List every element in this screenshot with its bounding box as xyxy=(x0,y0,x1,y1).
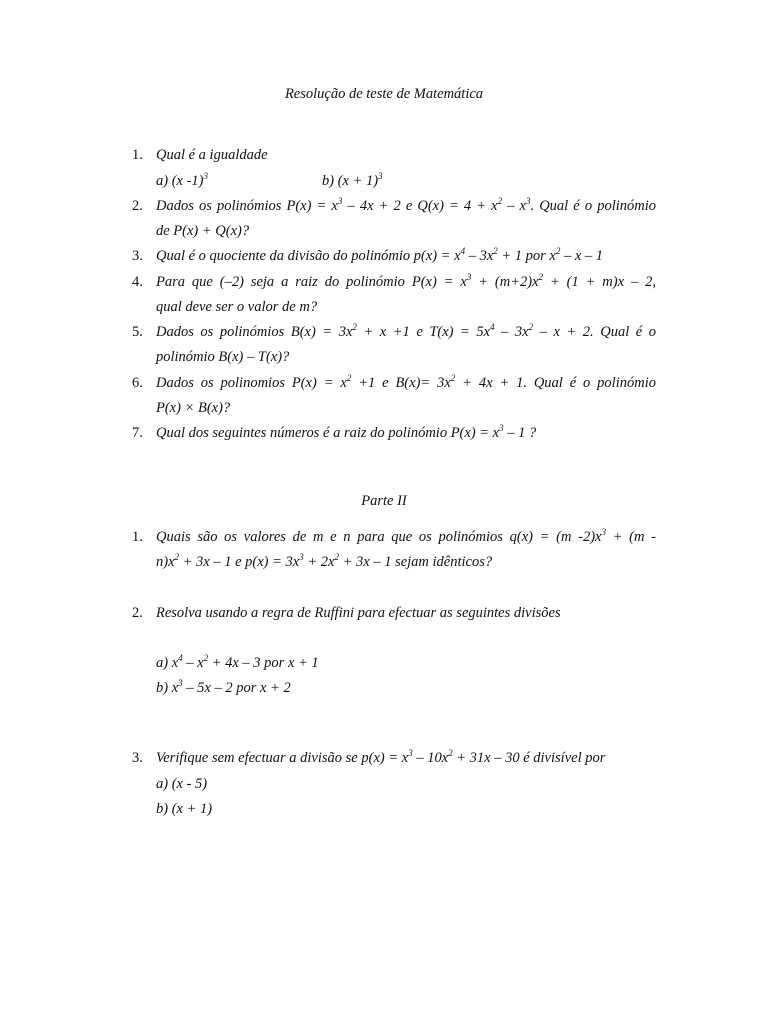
option-a: a) $x^4 - x^2 + 4x - 3$ por x + 1 xyxy=(156,653,319,671)
question-number: 6. xyxy=(132,375,143,391)
question-text-line-2: polinómio B(x) – T(x)? xyxy=(156,349,290,365)
question-number: 3. xyxy=(132,750,143,766)
question-text-line-2: $n)x^2 + 3x - 1$ e $p(x) = 3x^3 + 2x^2 + 3x - 1$ sejam idênticos? xyxy=(156,552,493,570)
question-number: 3. xyxy=(132,248,143,264)
question-text-line-2: qual deve ser o valor de m? xyxy=(156,299,318,315)
question-text-line-1: Dados os polinómios $P(x) = x^3 - 4x + 2$ e $Q(x) = 4 + x^2 - x^3$. Qual é o polinómio xyxy=(156,196,656,214)
option-b: b) $x^3 - 5x - 2$ por x + 2 xyxy=(156,678,291,696)
question-text: Qual é o quociente da divisão do polinómio $p(x) = x^4 - 3x^2 + 1$ por $x^2$ – x – 1 xyxy=(156,246,604,264)
question-number: 1. xyxy=(132,529,143,545)
option-a: a) (x -1)$^3$ xyxy=(156,171,209,189)
question-text: Qual é a igualdade xyxy=(156,147,268,163)
question-number: 2. xyxy=(132,198,143,214)
question-text: Qual dos seguintes números é a raiz do polinómio $P(x) = x^3 - 1$ ? xyxy=(156,423,537,441)
question-number: 4. xyxy=(132,274,143,290)
section-heading: Parte II xyxy=(361,493,407,509)
question-text-line-2: P(x) × B(x)? xyxy=(156,400,231,416)
question-text-line-1: Para que (–2) seja a raiz do polinómio $P(x) = x^3 + (m+2)x^2 + (1 + m)x - 2$, xyxy=(156,272,656,290)
question-text-line-1: Quais são os valores de m e n para que os polinómios q(x) = (m $-2)x^3 + (m$ - xyxy=(156,527,656,545)
option-b: b) $(x + 1)^3$ xyxy=(322,171,383,189)
question-text-line-1: Dados os polinomios $P(x) = x^2 +1$ e $B(x)= 3x^2 + 4x + 1$. Qual é o polinómio xyxy=(156,373,656,391)
document-title: Resolução de teste de Matemática xyxy=(284,86,484,102)
question-text: Resolva usando a regra de Ruffini para efectuar as seguintes divisões xyxy=(156,605,561,621)
option-b: b) (x + 1) xyxy=(156,801,213,817)
question-text-line-2: de P(x) + Q(x)? xyxy=(156,223,250,239)
question-number: 2. xyxy=(132,605,143,621)
question-number: 5. xyxy=(132,324,143,340)
option-a: a) (x - 5) xyxy=(156,776,208,792)
question-text-line-1: Dados os polinómios $B(x) = 3x^2 + x +1$ e $T(x) = 5x^4 - 3x^2 - x + 2$. Qual é o xyxy=(156,322,657,340)
question-number: 1. xyxy=(132,147,143,163)
question-text: Verifique sem efectuar a divisão se $p(x) = x^3 - 10x^2 + 31x - 30$ é divisível por xyxy=(156,748,606,766)
question-number: 7. xyxy=(132,425,143,441)
